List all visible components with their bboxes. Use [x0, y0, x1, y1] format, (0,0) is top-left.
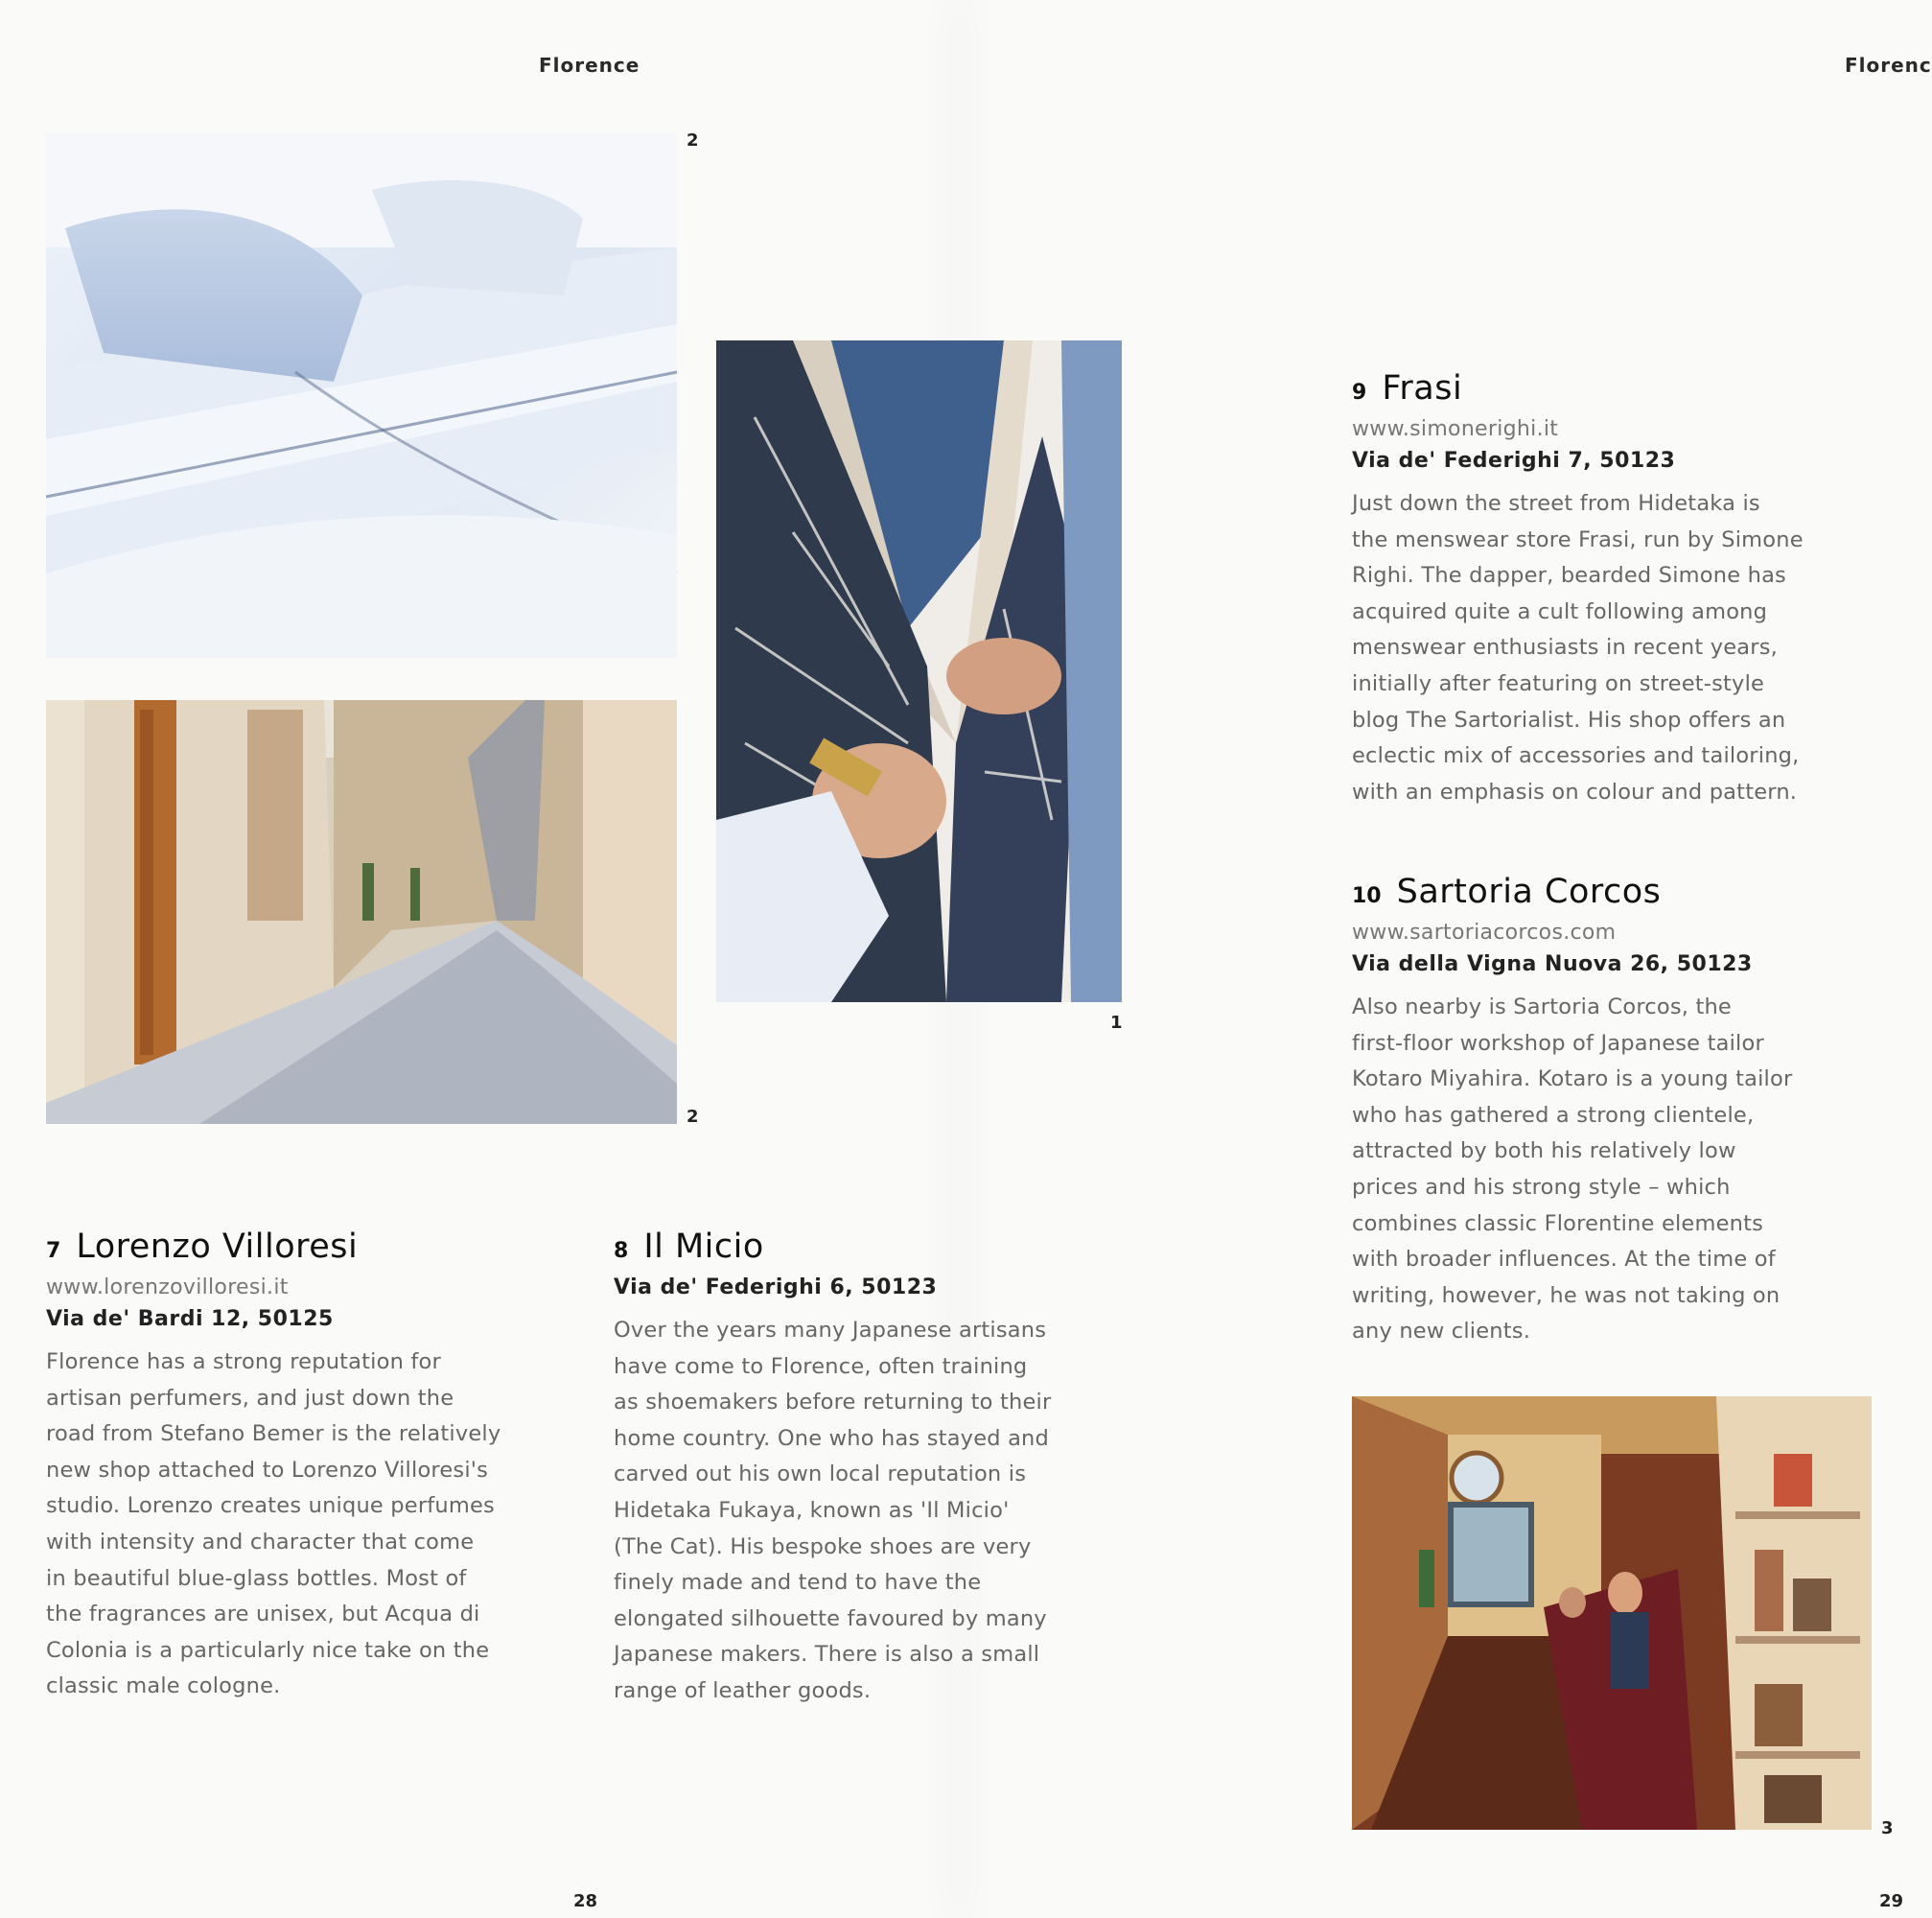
body-line: who has gathered a strong clientele,: [1352, 1102, 1755, 1128]
entry-address: Via de' Bardi 12, 50125: [46, 1307, 334, 1331]
entry-body: [614, 1313, 1151, 1710]
entry-sartoria-corcos: [1352, 873, 1889, 1350]
plate-number: 1: [1110, 1013, 1123, 1033]
body-line: first-floor workshop of Japanese tailor: [1352, 1030, 1764, 1056]
body-line: acquired quite a cult following among: [1352, 598, 1768, 624]
body-line: Over the years many Japanese artisans: [614, 1318, 1047, 1343]
entry-body: [46, 1345, 583, 1705]
body-line: Also nearby is Sartoria Corcos, the: [1352, 994, 1732, 1019]
entry-title: Frasi: [1382, 369, 1463, 408]
body-line: combines classic Florentine elements: [1352, 1210, 1764, 1236]
body-line: classic male cologne.: [46, 1673, 281, 1699]
right-running-head: Florenc: [1845, 54, 1932, 77]
body-line: finely made and tend to have the: [614, 1570, 982, 1596]
body-line: Colonia is a particularly nice take on the: [46, 1637, 490, 1663]
entry-url[interactable]: www.sartoriacorcos.com: [1352, 921, 1617, 945]
entry-heading: [1352, 369, 1889, 408]
entry-number: 10: [1352, 884, 1382, 908]
body-line: in beautiful blue-glass bottles. Most of: [46, 1565, 467, 1591]
body-line: any new clients.: [1352, 1319, 1531, 1345]
body-line: have come to Florence, often training: [614, 1353, 1028, 1379]
entry-url[interactable]: www.lorenzovilloresi.it: [46, 1275, 289, 1299]
entry-number: 7: [46, 1239, 61, 1263]
entry-body: [1352, 990, 1889, 1350]
body-line: with intensity and character that come: [46, 1529, 475, 1555]
body-line: blog The Sartorialist. His shop offers an: [1352, 707, 1786, 733]
entry-il-micio: [614, 1228, 1151, 1710]
entry-number: 9: [1352, 381, 1367, 405]
body-line: the fragrances are unisex, but Acqua di: [46, 1602, 480, 1627]
entry-address: Via de' Federighi 7, 50123: [1352, 449, 1676, 473]
entry-number: 8: [614, 1239, 629, 1263]
body-line: (The Cat). His bespoke shoes are very: [614, 1533, 1032, 1559]
entry-title: Lorenzo Villoresi: [76, 1228, 359, 1266]
body-line: Just down the street from Hidetaka is: [1352, 491, 1760, 516]
shop-interior-photo: [1352, 1396, 1872, 1830]
body-line: menswear enthusiasts in recent years,: [1352, 635, 1778, 661]
body-line: the menswear store Frasi, run by Simone: [1352, 526, 1804, 552]
plate-number: 3: [1881, 1818, 1894, 1838]
body-line: writing, however, he was not taking on: [1352, 1282, 1781, 1308]
body-line: with broader influences. At the time of: [1352, 1247, 1776, 1273]
entry-title: Il Micio: [643, 1228, 764, 1266]
entry-address: Via della Vigna Nuova 26, 50123: [1352, 952, 1753, 976]
body-line: studio. Lorenzo creates unique perfumes: [46, 1493, 495, 1519]
entry-heading: [614, 1228, 1151, 1266]
tailor-fitting-photo: [716, 340, 1122, 1002]
entry-heading: [1352, 873, 1889, 911]
body-line: prices and his strong style – which: [1352, 1174, 1731, 1200]
entry-address: Via de' Federighi 6, 50123: [614, 1275, 938, 1299]
left-page-number: 28: [573, 1891, 598, 1911]
right-page-number: 29: [1879, 1891, 1904, 1911]
body-line: with an emphasis on colour and pattern.: [1352, 779, 1798, 805]
florence-street-photo: [46, 700, 677, 1124]
shirt-collars-photo: [46, 132, 677, 658]
body-line: Righi. The dapper, bearded Simone has: [1352, 563, 1786, 589]
entry-title: Sartoria Corcos: [1396, 873, 1662, 911]
body-line: road from Stefano Bemer is the relatively: [46, 1421, 501, 1447]
body-line: attracted by both his relatively low: [1352, 1138, 1736, 1164]
body-line: carved out his own local reputation is: [614, 1462, 1027, 1487]
body-line: elongated silhouette favoured by many: [614, 1605, 1047, 1631]
body-line: eclectic mix of accessories and tailoring,: [1352, 743, 1800, 769]
plate-number: 2: [687, 130, 699, 151]
body-line: artisan perfumers, and just down the: [46, 1385, 454, 1411]
entry-frasi: [1352, 369, 1889, 810]
left-running-head: Florence: [539, 54, 640, 77]
body-line: Florence has a strong reputation for: [46, 1349, 441, 1374]
entry-lorenzo-villoresi: [46, 1228, 583, 1705]
entry-url[interactable]: www.simonerighi.it: [1352, 417, 1559, 441]
plate-number: 2: [687, 1107, 699, 1127]
body-line: Kotaro Miyahira. Kotaro is a young tailor: [1352, 1066, 1793, 1092]
body-line: initially after featuring on street-style: [1352, 670, 1765, 696]
body-line: Hidetaka Fukaya, known as 'Il Micio': [614, 1497, 1010, 1523]
entry-body: [1352, 486, 1889, 810]
body-line: Japanese makers. There is also a small: [614, 1642, 1040, 1668]
body-line: as shoemakers before returning to their: [614, 1390, 1052, 1415]
body-line: new shop attached to Lorenzo Villoresi's: [46, 1457, 489, 1483]
body-line: home country. One who has stayed and: [614, 1425, 1050, 1451]
entry-heading: [46, 1228, 583, 1266]
body-line: range of leather goods.: [614, 1677, 872, 1703]
